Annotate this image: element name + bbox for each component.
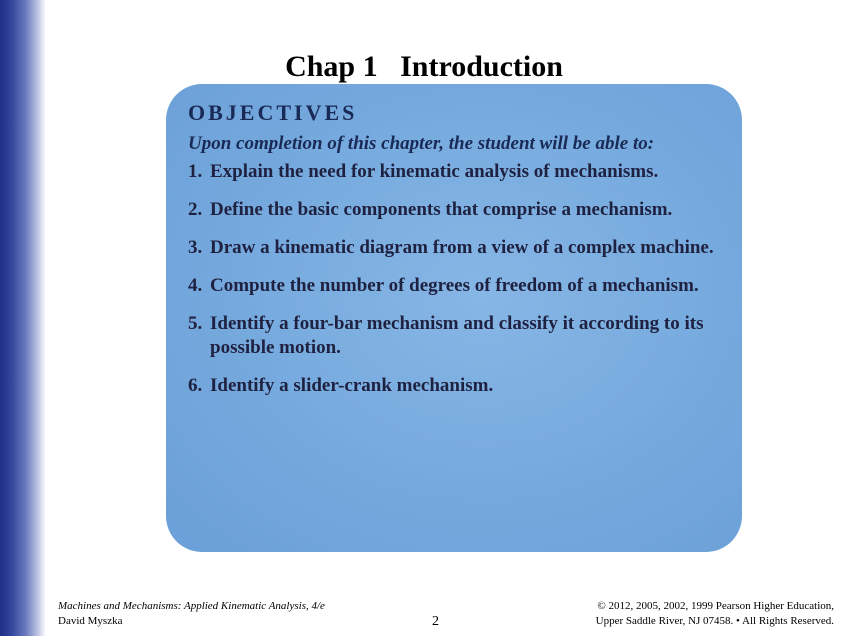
- objective-text: Identify a slider-crank mechanism.: [210, 375, 494, 396]
- objective-text: Define the basic components that comprise a mechanism.: [210, 199, 673, 220]
- objective-item: [188, 160, 720, 184]
- slide-title: Chap 1 Introduction: [285, 50, 563, 84]
- objective-item: [188, 198, 720, 222]
- objectives-intro: Upon completion of this chapter, the student will be able to:: [188, 133, 655, 154]
- objective-number: 6.: [188, 375, 203, 396]
- page-number: 2: [432, 614, 439, 629]
- objective-number: 5.: [188, 313, 203, 334]
- objectives-box: [166, 84, 742, 552]
- objective-item: [188, 274, 720, 298]
- footer-copyright: [596, 599, 834, 629]
- footer-book-title: Machines and Mechanisms: Applied Kinematic Analysis, 4/e: [58, 600, 325, 612]
- objective-text: Compute the number of degrees of freedom of a mechanism.: [210, 275, 699, 296]
- copyright-line-2: Upper Saddle River, NJ 07458. • All Rights Reserved.: [595, 615, 834, 627]
- objective-text: Explain the need for kinematic analysis of mechanisms.: [210, 161, 659, 182]
- objective-number: 1.: [188, 161, 203, 182]
- footer-author: David Myszka: [58, 615, 123, 627]
- left-decorative-stripe: [0, 0, 46, 636]
- objectives-list: [188, 160, 720, 398]
- objective-item: [188, 236, 720, 260]
- objective-number: 4.: [188, 275, 203, 296]
- objective-number: 3.: [188, 237, 203, 258]
- objective-text: Draw a kinematic diagram from a view of a complex machine.: [210, 237, 714, 258]
- objective-item: [188, 374, 720, 398]
- objective-text: Identify a four-bar mechanism and classify it according to its possible motion.: [210, 313, 704, 358]
- copyright-line-1: © 2012, 2005, 2002, 1999 Pearson Higher Education,: [597, 600, 834, 612]
- objectives-heading: OBJECTIVES: [188, 100, 358, 125]
- objective-number: 2.: [188, 199, 203, 220]
- footer-book-info: [58, 599, 325, 629]
- objective-item: [188, 312, 720, 360]
